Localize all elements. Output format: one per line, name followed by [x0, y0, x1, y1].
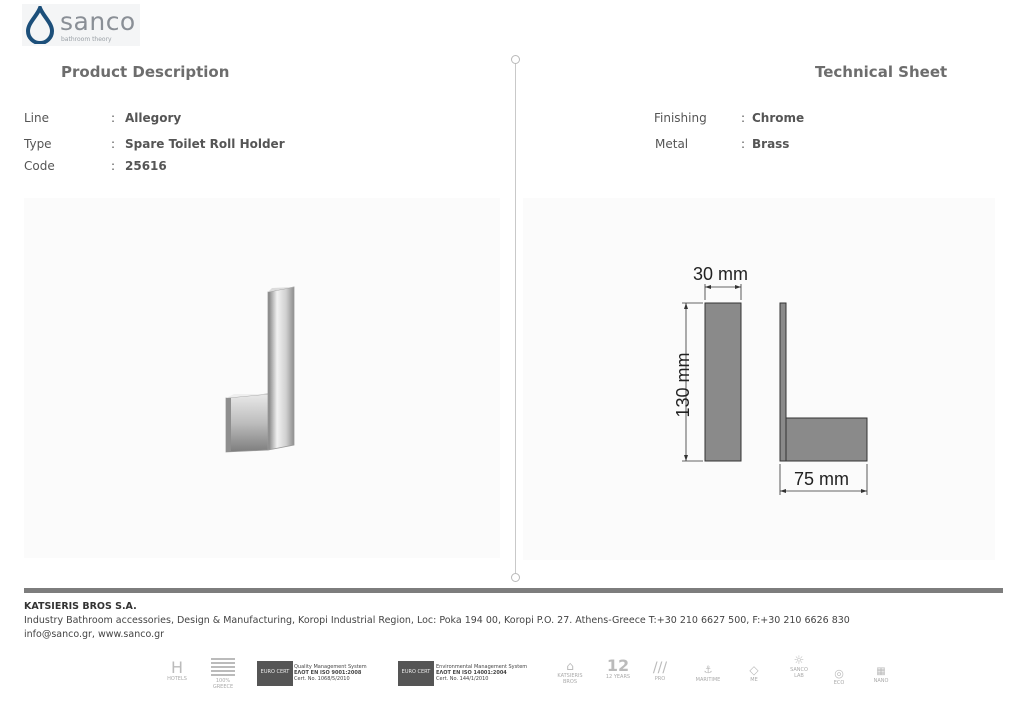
brand-tagline: bathroom theory [61, 36, 112, 43]
divider-bottom-dot [511, 573, 520, 582]
company-contact: info@sanco.gr, www.sanco.gr [24, 629, 165, 640]
twelve-years-icon: 12 12 YEARS [605, 656, 631, 680]
width-dimension-label: 30 mm [693, 264, 749, 284]
spec-separator: : [741, 137, 746, 151]
spec-label-code: Code [24, 159, 55, 173]
spec-value-finishing: Chrome [752, 111, 805, 125]
company-name: KATSIERIS BROS S.A. [24, 601, 137, 612]
spec-value-line: Allegory [125, 111, 182, 125]
technical-drawing [523, 198, 995, 560]
side-view-arm [786, 418, 867, 461]
spec-label-metal: Metal [655, 137, 689, 151]
company-address: Industry Bathroom accessories, Design & Manufacturing, Koropi Industrial Region, Loc: Poka 194 00, Koropi P.O. 27. Athens-Greece T:+30 210 6627 500, F:+30 210 6626 830 [24, 615, 850, 626]
spec-label-line: Line [24, 111, 50, 125]
sanco-lab-icon: ☼ SANCO LAB [790, 653, 808, 679]
height-dimension-label: 130 mm [673, 352, 693, 418]
product-image-panel [24, 198, 500, 558]
spec-value-type: Spare Toilet Roll Holder [125, 137, 285, 151]
spec-separator: : [111, 159, 116, 173]
maritime-icon: ⚓ MARITIME [695, 665, 721, 683]
spec-separator: : [741, 111, 746, 125]
eco-icon: ◎ ECO [833, 667, 845, 686]
product-image [24, 198, 500, 558]
brand-name: sanco [60, 7, 136, 36]
technical-drawing-panel [523, 198, 995, 560]
eurocert-14001-text: Environmental Management System ΕΛΟΤ EN ISO 14001:2004 Cert. No. 144/1/2010 [436, 664, 528, 682]
spec-separator: : [111, 137, 116, 151]
product-description-heading: Product Description [61, 63, 230, 81]
eurocert-9001-text: Quality Management System ΕΛΟΤ EN ISO 9001:2008 Cert. No. 1068/5/2010 [294, 664, 367, 682]
hotels-cert-icon: H HOTELS [167, 658, 187, 682]
greece-cert-icon: 100% GREECE [207, 658, 239, 690]
front-view-shape [705, 303, 741, 461]
center-divider [515, 59, 516, 578]
side-view-plate [780, 303, 786, 461]
eurocert-9001-icon: EURO CERT [257, 661, 293, 686]
technical-sheet-heading: Technical Sheet [815, 63, 948, 81]
me-icon: ◇ ME [749, 663, 759, 683]
katsieris-bros-icon: ⌂ KATSIERIS BROS [557, 659, 583, 685]
footer-rule [24, 588, 1003, 593]
nano-icon: ▦ NANO [873, 666, 889, 684]
spec-separator: : [111, 111, 116, 125]
depth-dimension-label: 75 mm [794, 469, 850, 489]
pro-icon: /// PRO [652, 660, 668, 682]
water-drop-icon [25, 6, 55, 44]
spec-value-metal: Brass [752, 137, 790, 151]
divider-top-dot [511, 55, 520, 64]
brand-logo [22, 4, 140, 46]
eurocert-14001-icon: EURO CERT [398, 661, 434, 686]
spec-value-code: 25616 [125, 159, 167, 173]
spec-label-type: Type [24, 137, 52, 151]
spec-label-finishing: Finishing [654, 111, 707, 125]
